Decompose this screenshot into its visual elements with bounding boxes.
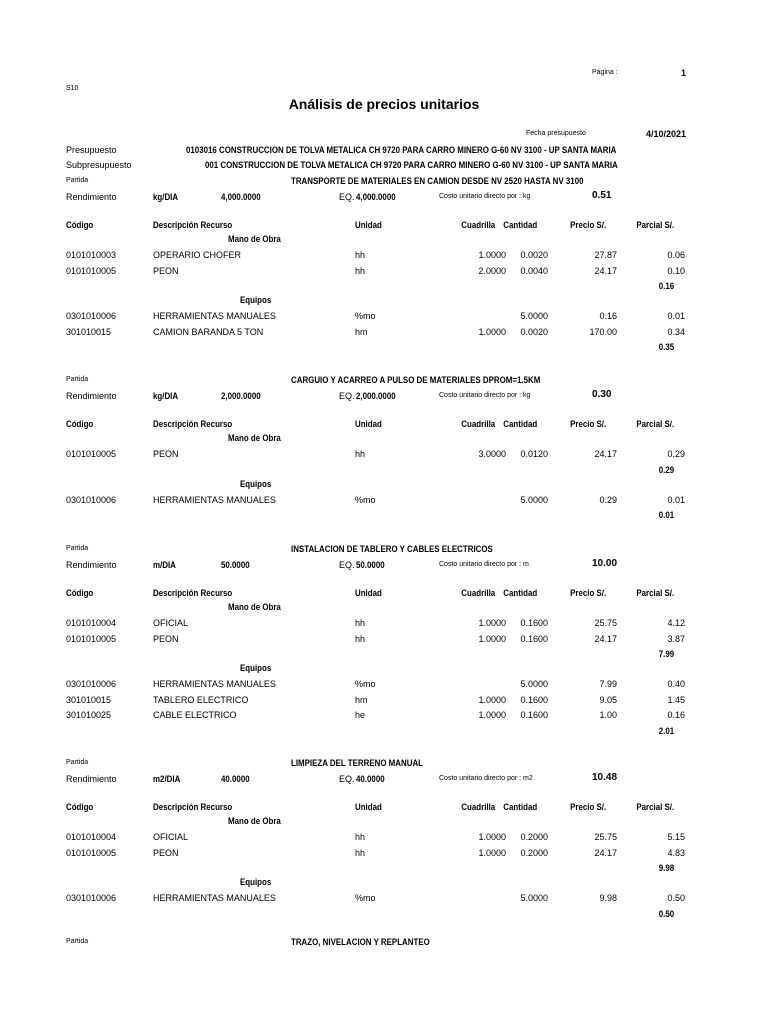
partida-name: INSTALACION DE TABLERO Y CABLES ELECTRICOS	[291, 544, 493, 554]
resource-cuadrilla: 1.0000	[478, 694, 506, 705]
col-parcial: Parcial S/.	[636, 419, 675, 429]
eq-value: 2,000.0000	[356, 391, 396, 401]
mano-de-obra-heading: Mano de Obra	[228, 816, 281, 826]
resource-cuadrilla: 3.0000	[478, 449, 506, 459]
resource-unit: hh	[355, 265, 366, 276]
costo-unitario-value: 0.51	[592, 190, 612, 201]
page-label: Página :	[592, 69, 618, 76]
resource-description: OFICIAL	[153, 618, 189, 628]
col-parcial: Parcial S/.	[636, 588, 675, 598]
rendimiento-value: 40.0000	[221, 774, 250, 784]
col-precio: Precio S/.	[570, 588, 607, 598]
resource-precio: 9.98	[599, 893, 617, 904]
resource-precio: 24.17	[594, 265, 617, 276]
resource-unit: %mo	[355, 679, 376, 690]
costo-unitario-value: 10.48	[592, 772, 618, 783]
col-precio: Precio S/.	[570, 220, 607, 230]
resource-parcial: 0.10	[667, 265, 685, 276]
costo-unitario-label: Costo unitario directo por : kg	[439, 193, 531, 200]
resource-precio: 27.87	[594, 250, 617, 260]
page-title: Análisis de precios unitarios	[288, 96, 480, 112]
subpresupuesto-value: 001 CONSTRUCCION DE TOLVA METALICA CH 9720 PARA CARRO MINERO G-60 NV 3100 - UP SANTA MARIA	[205, 160, 618, 170]
col-cuadrilla: Cuadrilla	[461, 588, 496, 598]
subpresupuesto-label: Subpresupuesto	[66, 160, 132, 170]
resource-description: HERRAMIENTAS MANUALES	[153, 893, 276, 904]
col-descripcion: Descripción Recurso	[153, 419, 233, 429]
fecha-value: 4/10/2021	[646, 129, 687, 139]
rendimiento-value: 50.0000	[221, 560, 250, 570]
equipos-heading: Equipos	[240, 478, 272, 489]
resource-parcial: 4.12	[667, 618, 685, 628]
resource-cantidad: 0.1600	[520, 618, 548, 628]
resource-description: HERRAMIENTAS MANUALES	[153, 311, 276, 322]
partida-label: Partida	[66, 545, 89, 552]
resource-unit: hh	[355, 633, 366, 644]
mano-de-obra-heading: Mano de Obra	[228, 602, 281, 612]
resource-cantidad: 0.1600	[520, 633, 548, 644]
resource-parcial: 0.01	[667, 311, 685, 322]
eq-label: EQ.	[339, 391, 355, 401]
resource-cantidad: 0.0040	[520, 265, 548, 276]
col-cuadrilla: Cuadrilla	[461, 220, 496, 230]
col-cantidad: Cantidad	[503, 802, 538, 812]
mano-de-obra-subtotal: 0.16	[658, 281, 675, 292]
rendimiento-unit: m2/DIA	[153, 774, 181, 784]
col-unidad: Unidad	[355, 419, 382, 429]
resource-cuadrilla: 1.0000	[478, 832, 506, 842]
costo-unitario-label: Costo unitario directo por : m	[439, 561, 529, 568]
resource-cantidad: 5.0000	[520, 679, 548, 690]
resource-parcial: 0.16	[667, 710, 685, 721]
eq-value: 50.0000	[356, 560, 385, 570]
resource-cuadrilla: 1.0000	[478, 250, 506, 260]
equipos-subtotal: 2.01	[658, 726, 675, 736]
equipos-heading: Equipos	[240, 877, 272, 888]
resource-unit: hh	[355, 832, 366, 842]
resource-cantidad: 0.2000	[520, 847, 548, 858]
resource-precio: 25.75	[594, 618, 617, 628]
resource-precio: 9.05	[599, 694, 617, 705]
resource-cantidad: 0.0120	[520, 449, 548, 459]
resource-code: 0101010004	[66, 618, 117, 628]
costo-unitario-value: 10.00	[592, 558, 618, 569]
resource-parcial: 3.87	[667, 633, 685, 644]
mano-de-obra-subtotal: 7.99	[658, 649, 675, 660]
rendimiento-value: 4,000.0000	[221, 192, 261, 202]
mano-de-obra-subtotal: 0.29	[658, 464, 675, 475]
resource-code: 301010015	[66, 326, 112, 337]
rendimiento-label: Rendimiento	[66, 391, 117, 401]
equipos-subtotal: 0.35	[658, 342, 675, 353]
resource-unit: he	[355, 710, 366, 721]
resource-cantidad: 5.0000	[520, 311, 548, 322]
col-codigo: Código	[66, 802, 94, 812]
resource-cuadrilla: 1.0000	[478, 618, 506, 628]
resource-cuadrilla: 2.0000	[478, 265, 506, 276]
eq-value: 40.0000	[356, 774, 385, 784]
resource-precio: 1.00	[599, 710, 617, 721]
resource-code: 0301010006	[66, 893, 117, 904]
eq-value: 4,000.0000	[356, 192, 396, 202]
resource-parcial: 1.45	[667, 694, 685, 705]
col-cantidad: Cantidad	[503, 220, 538, 230]
resource-cantidad: 5.0000	[520, 893, 548, 904]
partida-name: LIMPIEZA DEL TERRENO MANUAL	[291, 758, 423, 768]
resource-unit: %mo	[355, 494, 376, 505]
resource-code: 301010015	[66, 694, 112, 705]
resource-unit: hm	[355, 326, 368, 337]
resource-description: CAMION BARANDA 5 TON	[153, 326, 264, 337]
col-parcial: Parcial S/.	[636, 802, 675, 812]
resource-parcial: 0.40	[667, 679, 685, 690]
resource-cantidad: 0.1600	[520, 694, 548, 705]
partida-label: Partida	[66, 759, 89, 766]
resource-description: HERRAMIENTAS MANUALES	[153, 494, 276, 505]
resource-parcial: 0.29	[667, 449, 685, 459]
col-descripcion: Descripción Recurso	[153, 588, 233, 598]
resource-description: PEON	[153, 265, 179, 276]
col-unidad: Unidad	[355, 802, 382, 812]
rendimiento-value: 2,000.0000	[221, 391, 261, 401]
col-descripcion: Descripción Recurso	[153, 220, 233, 230]
resource-cuadrilla: 1.0000	[478, 326, 506, 337]
rendimiento-label: Rendimiento	[66, 192, 117, 202]
col-descripcion: Descripción Recurso	[153, 802, 233, 812]
resource-cantidad: 0.1600	[520, 710, 548, 721]
resource-cuadrilla: 1.0000	[478, 847, 506, 858]
eq-label: EQ.	[339, 560, 355, 570]
partida-label: Partida	[66, 938, 89, 945]
col-precio: Precio S/.	[570, 419, 607, 429]
resource-cantidad: 0.0020	[520, 250, 548, 260]
costo-unitario-label: Costo unitario directo por : kg	[439, 392, 531, 399]
rendimiento-unit: m/DIA	[153, 560, 176, 570]
resource-cuadrilla: 1.0000	[478, 633, 506, 644]
resource-description: OFICIAL	[153, 832, 189, 842]
resource-parcial: 5.15	[667, 832, 685, 842]
resource-precio: 7.99	[599, 679, 617, 690]
col-cantidad: Cantidad	[503, 588, 538, 598]
resource-code: 301010025	[66, 710, 112, 721]
resource-cantidad: 0.2000	[520, 832, 548, 842]
resource-unit: hh	[355, 250, 366, 260]
mano-de-obra-heading: Mano de Obra	[228, 234, 281, 244]
resource-precio: 24.17	[594, 847, 617, 858]
resource-cuadrilla: 1.0000	[478, 710, 506, 721]
resource-unit: hm	[355, 694, 368, 705]
resource-code: 0101010005	[66, 633, 117, 644]
rendimiento-unit: kg/DIA	[153, 192, 179, 202]
resource-precio: 0.29	[599, 494, 617, 505]
resource-description: HERRAMIENTAS MANUALES	[153, 679, 276, 690]
eq-label: EQ.	[339, 192, 355, 202]
resource-unit: %mo	[355, 311, 376, 322]
presupuesto-value: 0103016 CONSTRUCCION DE TOLVA METALICA CH 9720 PARA CARRO MINERO G-60 NV 3100 - UP SANTA MARIA	[186, 145, 617, 155]
col-cantidad: Cantidad	[503, 419, 538, 429]
resource-code: 0101010005	[66, 847, 117, 858]
resource-code: 0101010005	[66, 265, 117, 276]
rendimiento-label: Rendimiento	[66, 560, 117, 570]
col-codigo: Código	[66, 220, 94, 230]
resource-unit: hh	[355, 449, 366, 459]
rendimiento-label: Rendimiento	[66, 774, 117, 784]
costo-unitario-value: 0.30	[592, 389, 612, 400]
fecha-label: Fecha presupuesto	[526, 130, 586, 137]
col-parcial: Parcial S/.	[636, 220, 675, 230]
mano-de-obra-heading: Mano de Obra	[228, 433, 281, 443]
resource-code: 0301010006	[66, 311, 117, 322]
equipos-subtotal: 0.01	[658, 510, 675, 521]
resource-unit: %mo	[355, 893, 376, 904]
resource-precio: 170.00	[589, 326, 617, 337]
resource-parcial: 0.01	[667, 494, 685, 505]
partida-name: CARGUIO Y ACARREO A PULSO DE MATERIALES DPROM=1.5KM	[291, 375, 541, 385]
equipos-heading: Equipos	[240, 663, 272, 674]
resource-code: 0301010006	[66, 679, 117, 690]
col-codigo: Código	[66, 588, 94, 598]
resource-unit: hh	[355, 847, 366, 858]
costo-unitario-label: Costo unitario directo por : m2	[439, 775, 533, 782]
resource-description: PEON	[153, 633, 179, 644]
col-unidad: Unidad	[355, 588, 382, 598]
col-unidad: Unidad	[355, 220, 382, 230]
resource-code: 0101010004	[66, 832, 117, 842]
resource-parcial: 0.06	[667, 250, 685, 260]
resource-description: PEON	[153, 449, 179, 459]
resource-precio: 24.17	[594, 633, 617, 644]
resource-code: 0101010003	[66, 250, 117, 260]
equipos-subtotal: 0.50	[658, 908, 675, 919]
resource-description: TABLERO ELECTRICO	[153, 694, 249, 705]
resource-precio: 0.16	[599, 311, 617, 322]
resource-code: 0301010006	[66, 494, 117, 505]
resource-precio: 24.17	[594, 449, 617, 459]
resource-parcial: 0.50	[667, 893, 685, 904]
partida-label: Partida	[66, 376, 89, 383]
report-code: S10	[66, 85, 79, 92]
col-cuadrilla: Cuadrilla	[461, 802, 496, 812]
equipos-heading: Equipos	[240, 295, 272, 306]
resource-description: OPERARIO CHOFER	[153, 250, 242, 260]
partida-name: TRANSPORTE DE MATERIALES EN CAMION DESDE NV 2520 HASTA NV 3100	[291, 176, 584, 186]
resource-cantidad: 5.0000	[520, 494, 548, 505]
rendimiento-unit: kg/DIA	[153, 391, 179, 401]
resource-cantidad: 0.0020	[520, 326, 548, 337]
resource-parcial: 4.83	[667, 847, 685, 858]
resource-description: PEON	[153, 847, 179, 858]
eq-label: EQ.	[339, 774, 355, 784]
partida-name: TRAZO, NIVELACION Y REPLANTEO	[291, 937, 430, 947]
partida-label: Partida	[66, 177, 89, 184]
presupuesto-label: Presupuesto	[66, 145, 117, 155]
col-precio: Precio S/.	[570, 802, 607, 812]
page-number: 1	[681, 68, 687, 78]
col-codigo: Código	[66, 419, 94, 429]
resource-unit: hh	[355, 618, 366, 628]
resource-code: 0101010005	[66, 449, 117, 459]
mano-de-obra-subtotal: 9.98	[658, 863, 675, 874]
resource-precio: 25.75	[594, 832, 617, 842]
col-cuadrilla: Cuadrilla	[461, 419, 496, 429]
resource-description: CABLE ELECTRICO	[153, 710, 237, 721]
resource-parcial: 0.34	[667, 326, 685, 337]
